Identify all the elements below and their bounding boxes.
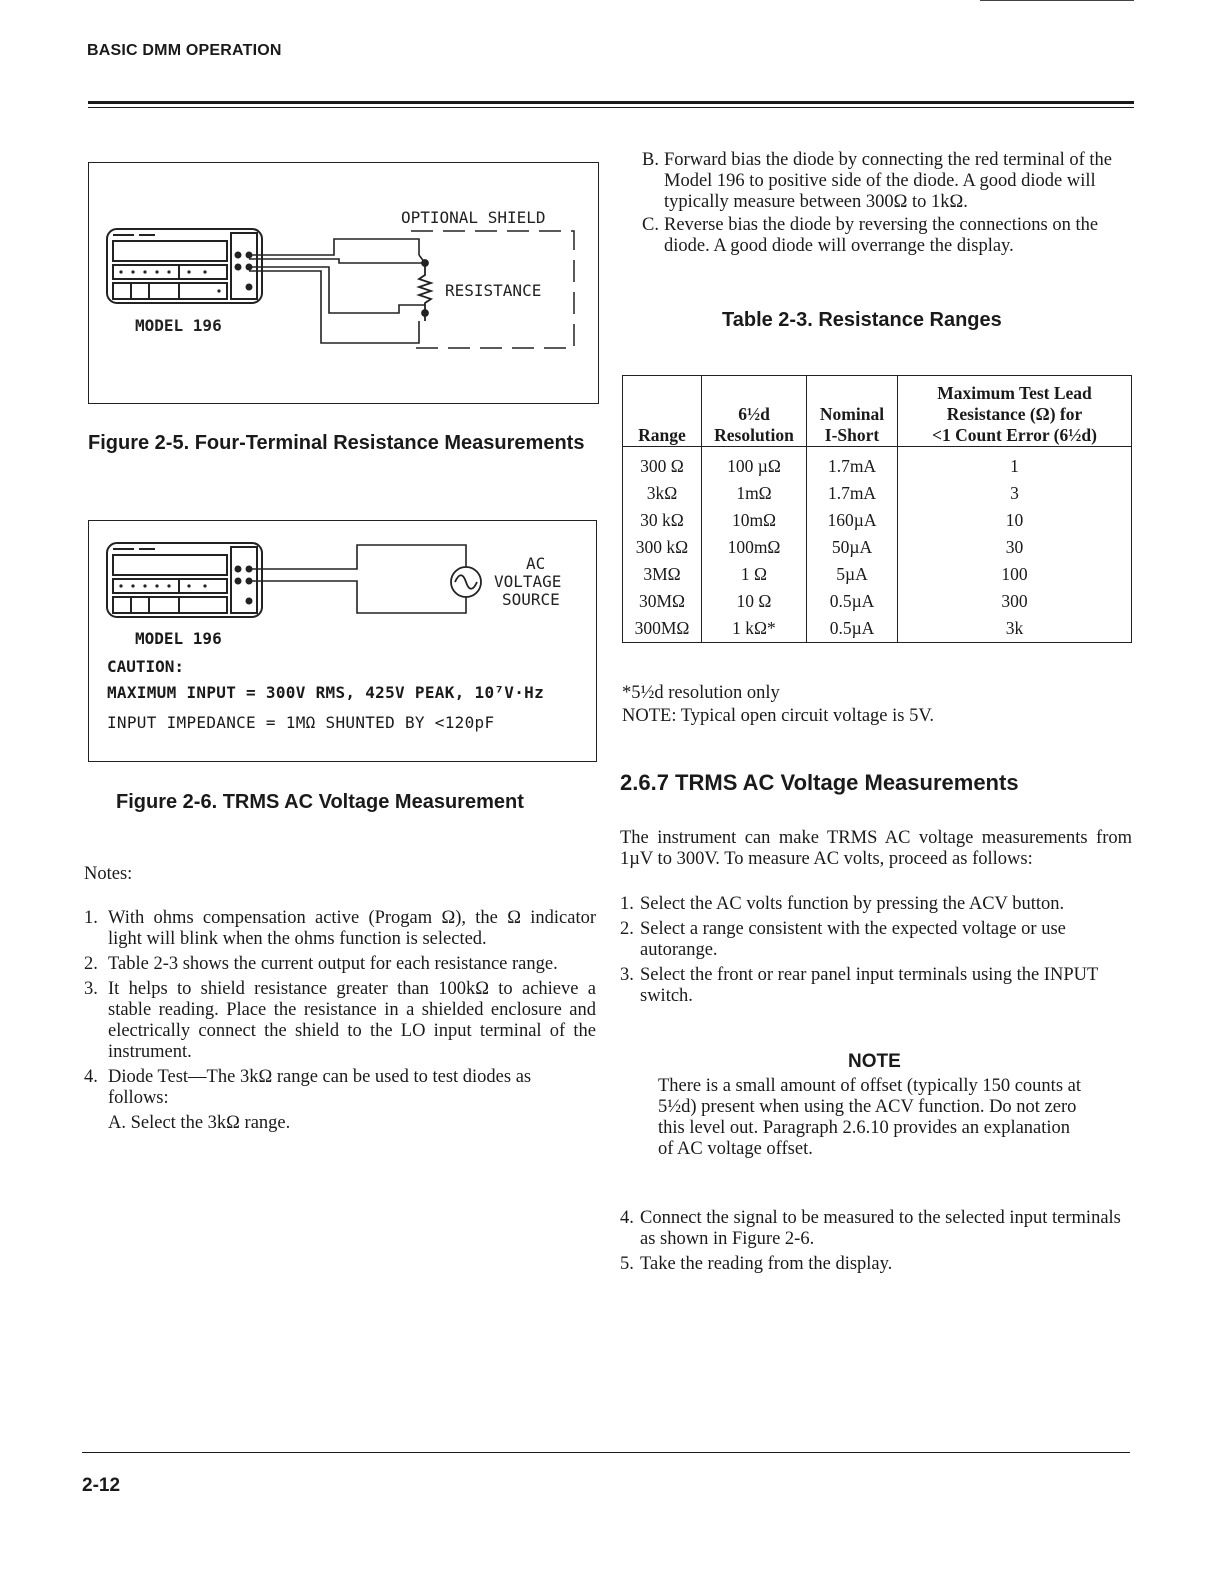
resistance-ranges-table: [622, 375, 1132, 643]
col-range: Range: [623, 376, 702, 447]
cell-ishort: 0.5µA: [807, 588, 898, 615]
cell-maxlead: 10: [898, 507, 1132, 534]
step-item: [620, 965, 1132, 1007]
figure-2-6-caption: Figure 2-6. TRMS AC Voltage Measurement: [116, 791, 524, 813]
figure-2-5-box: [88, 162, 599, 404]
model-196-label-2: MODEL 196: [135, 629, 222, 648]
cell-resolution: 1 kΩ*: [702, 615, 807, 643]
note-number: 1.: [84, 908, 98, 928]
note-number: 4.: [84, 1067, 98, 1087]
cell-range: 30 kΩ: [623, 507, 702, 534]
note-number: 3.: [84, 979, 98, 999]
step-item: [620, 894, 1132, 915]
table-row: [623, 480, 1132, 507]
step-text: Select the front or rear panel input terminals using the INPUT switch.: [640, 965, 1098, 1006]
four-terminal-diagram: [89, 163, 598, 403]
cell-range: 300MΩ: [623, 615, 702, 643]
cell-resolution: 10 Ω: [702, 588, 807, 615]
note-text: There is a small amount of offset (typically 150 counts at 5½d) present when using the ACV function. Do not zero this level out. Paragraph 2.6.10 provides an explanation of AC voltage offset.: [658, 1076, 1081, 1159]
ac-label: AC: [526, 554, 546, 573]
step-text: Forward bias the diode by connecting the red terminal of the Model 196 to positive side of the diode. A good diode will typically measure between 300Ω to 1kΩ.: [664, 150, 1112, 212]
step-text: Reverse bias the diode by reversing the connections on the diode. A good diode will overrange the display.: [664, 215, 1099, 256]
note-heading: NOTE: [848, 1051, 901, 1072]
cell-maxlead: 300: [898, 588, 1132, 615]
section-2-6-7-heading: 2.6.7 TRMS AC Voltage Measurements: [620, 770, 1019, 795]
step-label: B.: [642, 150, 659, 170]
cell-resolution: 100mΩ: [702, 534, 807, 561]
step-number: 4.: [620, 1208, 634, 1228]
cell-resolution: 10mΩ: [702, 507, 807, 534]
table-row: [623, 453, 1132, 480]
note-text: Diode Test—The 3kΩ range can be used to test diodes as follows:: [108, 1067, 532, 1108]
step-number: 3.: [620, 965, 634, 985]
footer-rule: [82, 1452, 1130, 1453]
top-edge-rule: [980, 0, 1134, 1]
header-rule-thin: [88, 107, 1134, 108]
cell-ishort: 1.7mA: [807, 453, 898, 480]
cell-range: 3kΩ: [623, 480, 702, 507]
cell-maxlead: 3: [898, 480, 1132, 507]
resistance-label: RESISTANCE: [445, 281, 542, 300]
cell-maxlead: 100: [898, 561, 1132, 588]
note-text: It helps to shield resistance greater than 100kΩ to achieve a stable reading. Place the resistance in a shielded enclosure and electrically connect the shield to the LO input terminal of the instrument.: [108, 979, 596, 1062]
max-input-spec: MAXIMUM INPUT = 300V RMS, 425V PEAK, 10⁷V·Hz: [107, 683, 545, 702]
step-text: Connect the signal to be measured to the selected input terminals as shown in Figure 2-6.: [640, 1208, 1121, 1249]
cell-maxlead: 3k: [898, 615, 1132, 643]
ac-steps-list: [620, 894, 1132, 1011]
model-196-label: MODEL 196: [135, 316, 222, 335]
cell-resolution: 1 Ω: [702, 561, 807, 588]
figure-2-5-caption: Figure 2-5. Four-Terminal Resistance Measurements: [88, 432, 585, 454]
step-number: 1.: [620, 894, 634, 914]
table-row: [623, 534, 1132, 561]
cell-ishort: 5µA: [807, 561, 898, 588]
cell-range: 30MΩ: [623, 588, 702, 615]
col-resolution: 6½d Resolution: [702, 376, 807, 447]
table-2-3-title: Table 2-3. Resistance Ranges: [722, 309, 1002, 331]
step-item: [620, 1254, 1132, 1275]
ac-source-symbol: [451, 567, 481, 597]
caution-label: CAUTION:: [107, 657, 185, 676]
cell-resolution: 100 µΩ: [702, 453, 807, 480]
table-footnote: *5½d resolution only: [622, 683, 780, 703]
note-text: Table 2-3 shows the current output for each resistance range.: [108, 954, 558, 974]
cell-range: 3MΩ: [623, 561, 702, 588]
note-text: With ohms compensation active (Progam Ω), the Ω indicator light will blink when the ohms function is selected.: [108, 908, 596, 949]
diode-step-c: [642, 215, 1132, 257]
voltage-label: VOLTAGE: [494, 572, 562, 591]
cell-ishort: 0.5µA: [807, 615, 898, 643]
step-item: [620, 919, 1132, 961]
ac-voltage-diagram: [89, 521, 596, 621]
step-number: 5.: [620, 1254, 634, 1274]
table-row: [623, 561, 1132, 588]
notes-list: [84, 908, 596, 1134]
input-impedance-spec: INPUT IMPEDANCE = 1MΩ SHUNTED BY <120pF: [107, 713, 495, 732]
figure-2-6-box: [88, 520, 597, 762]
table-row: [623, 615, 1132, 643]
step-number: 2.: [620, 919, 634, 939]
col-max-lead: Maximum Test Lead Resistance (Ω) for <1 Count Error (6½d): [898, 376, 1132, 447]
diode-step-b: [642, 150, 1132, 213]
col-ishort: Nominal I-Short: [807, 376, 898, 447]
notes-heading: Notes:: [84, 864, 133, 884]
cell-resolution: 1mΩ: [702, 480, 807, 507]
note-item: [84, 954, 596, 975]
page-number: 2-12: [82, 1475, 121, 1496]
note-item: [84, 1067, 596, 1109]
diode-steps: [642, 150, 1132, 261]
diode-step-a: A. Select the 3kΩ range.: [108, 1113, 291, 1133]
panel-dots: [119, 270, 220, 292]
step-item: [620, 1208, 1132, 1250]
source-label: SOURCE: [502, 590, 560, 609]
table-row: [623, 507, 1132, 534]
resistor-symbol: [419, 260, 431, 321]
header-rule-thick: [88, 101, 1134, 104]
dmm-front-panel-icon-2: [107, 543, 262, 617]
step-text: Select a range consistent with the expected voltage or use autorange.: [640, 919, 1066, 960]
cell-ishort: 160µA: [807, 507, 898, 534]
dmm-front-panel-icon: [107, 229, 262, 303]
step-label: C.: [642, 215, 659, 235]
panel-dots-2: [119, 584, 206, 587]
cell-ishort: 50µA: [807, 534, 898, 561]
cell-range: 300 kΩ: [623, 534, 702, 561]
note-item: [84, 979, 596, 1063]
step-text: Select the AC volts function by pressing the ACV button.: [640, 894, 1065, 914]
section-header: BASIC DMM OPERATION: [87, 42, 282, 59]
optional-shield-label: OPTIONAL SHIELD: [401, 208, 546, 227]
table-header-row: [623, 376, 1132, 447]
step-text: Take the reading from the display.: [640, 1254, 893, 1274]
cell-maxlead: 1: [898, 453, 1132, 480]
cell-range: 300 Ω: [623, 453, 702, 480]
test-leads: [249, 239, 425, 343]
note-item: [84, 908, 596, 950]
cell-ishort: 1.7mA: [807, 480, 898, 507]
table-row: [623, 588, 1132, 615]
source-leads: [249, 545, 466, 613]
note-number: 2.: [84, 954, 98, 974]
cell-maxlead: 30: [898, 534, 1132, 561]
table-note: NOTE: Typical open circuit voltage is 5V.: [622, 706, 934, 726]
section-intro: The instrument can make TRMS AC voltage measurements from 1µV to 300V. To measure AC volts, proceed as follows:: [620, 828, 1132, 869]
ac-steps-list-continued: [620, 1208, 1132, 1279]
